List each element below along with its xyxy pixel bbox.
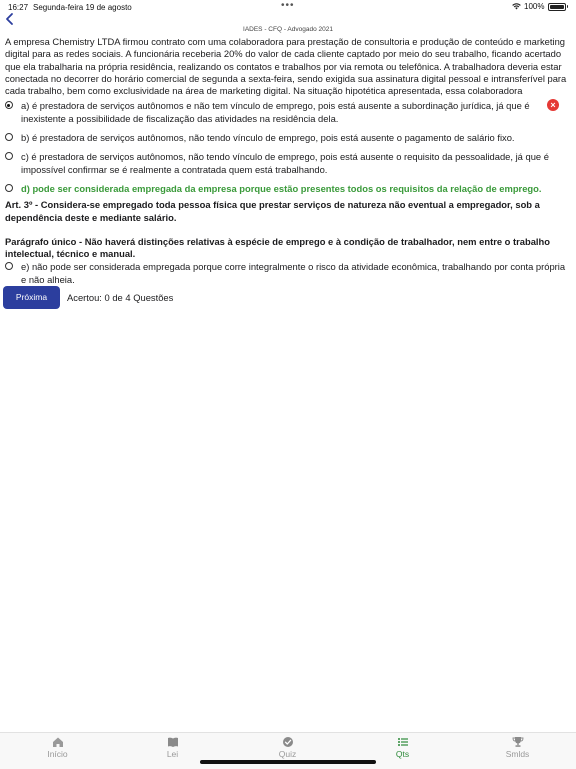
wrong-answer-icon: × <box>547 99 559 111</box>
radio-icon[interactable] <box>5 262 13 270</box>
option-a-text: a) é prestadora de serviços autônomos e não tem vínculo de emprego, pois está ausente a subordinação jurídica, já que é inexistente a possibilidade de fiscalização das atividades na residência dela. <box>21 100 530 124</box>
tab-label: Quiz <box>278 749 297 759</box>
tab-label: Lei <box>166 749 179 759</box>
battery-tip <box>567 5 569 8</box>
battery-percent: 100% <box>524 2 545 11</box>
question-content <box>5 36 571 286</box>
check-circle-icon <box>282 736 294 748</box>
radio-icon[interactable] <box>5 133 13 141</box>
option-d-text: d) pode ser considerada empregada da empresa porque estão presentes todos os requisitos da relação de emprego. <box>21 182 542 194</box>
option-e-text: e) não pode ser considerada empregada porque corre integralmente o risco da atividade econômica, trabalhando por conta própria e não alheia. <box>21 261 566 285</box>
law-paragraph: Parágrafo único - Não haverá distinções relativas à espécie de emprego e à condição de trabalhador, nem entre o trabalho intelectual, técnico e manual. <box>5 235 550 260</box>
battery-icon <box>548 3 566 11</box>
home-indicator[interactable] <box>200 760 376 764</box>
option-a[interactable] <box>5 100 571 125</box>
tab-label: Smlds <box>505 749 530 759</box>
option-d-correct[interactable] <box>5 183 571 195</box>
option-c[interactable] <box>5 151 571 176</box>
tab-label: Início <box>47 749 68 759</box>
status-date: Segunda-feira 19 de agosto <box>33 3 132 12</box>
list-icon <box>397 736 409 748</box>
next-button[interactable]: Próxima <box>3 286 60 309</box>
tab-inicio[interactable] <box>0 733 115 769</box>
law-article: Art. 3º - Considera-se empregado toda pessoa física que prestar serviços de natureza não eventual a empregador, sob a dependência deste e mediante salário. <box>5 199 540 223</box>
tab-label: Qts <box>395 749 410 759</box>
question-text: A empresa Chemistry LTDA firmou contrato com uma colaboradora para prestação de consultoria e produção de conteúdo e marketing digital para as redes sociais. A funcionária receberia 20% do valor de cada cliente captado por meio do seu trabalho, ficando acertado que ela trabalharia na própria residência, realizando os contatos e trabalhos por via remota ou telefônica. A trabalhadora deveria estar conectada no decorrer do horário comercial de segunda a sexta-feira, sendo exigida sua assinatura digital pessoal e intransferível para cada trabalho, bem como exclusividade na área de marketing digital. Na situação hipotética apresentada, essa colaboradora <box>5 36 567 97</box>
status-bar <box>0 0 576 14</box>
trophy-icon <box>512 736 524 748</box>
book-icon <box>167 736 179 748</box>
multitasking-dots-icon[interactable]: ••• <box>281 0 295 11</box>
option-b[interactable] <box>5 132 571 144</box>
radio-icon[interactable] <box>5 152 13 160</box>
status-time: 16:27 <box>8 3 29 12</box>
home-icon <box>52 736 64 748</box>
option-b-text: b) é prestadora de serviços autônomos, não tendo vínculo de emprego, pois está ausente o pagamento de salário fixo. <box>21 132 515 144</box>
back-chevron-icon[interactable] <box>3 12 17 26</box>
radio-icon[interactable] <box>5 184 13 192</box>
option-c-text: c) é prestadora de serviços autônomos, não tendo vínculo de emprego, pois está ausente o requisito da pessoalidade, já que é impossível confirmar se é realmente a contratada quem está trabalhando. <box>21 151 549 175</box>
status-right <box>512 2 568 11</box>
exam-title: IADES - CFQ - Advogado 2021 <box>243 26 333 33</box>
radio-selected-icon[interactable] <box>5 101 13 109</box>
score-text: Acertou: 0 de 4 Questões <box>67 292 174 303</box>
tab-smlds[interactable] <box>460 733 575 769</box>
option-e[interactable] <box>5 261 571 286</box>
wifi-icon <box>512 3 521 10</box>
